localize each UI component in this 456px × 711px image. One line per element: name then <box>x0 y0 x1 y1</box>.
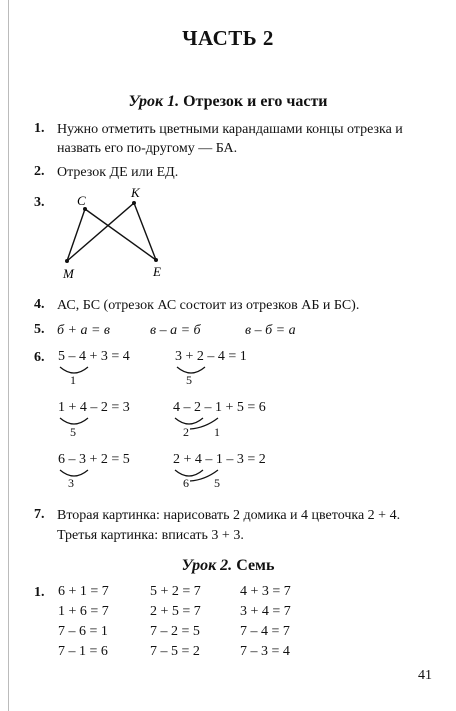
col2-row2: 2 + 5 = 7 <box>150 604 201 619</box>
item-2-number: 2. <box>34 164 45 179</box>
ex6-b-brace <box>175 365 215 379</box>
ex6-e-expr: 6 – 3 + 2 = 5 <box>58 452 130 467</box>
segment-ce <box>85 209 156 260</box>
ex6-f-sub-2: 5 <box>214 476 220 490</box>
ex6-a-brace <box>58 365 98 379</box>
lesson-2-title-text: Семь <box>232 557 275 574</box>
label-k: K <box>131 185 140 200</box>
col2-row3: 7 – 2 = 5 <box>150 624 200 639</box>
item-3-number: 3. <box>34 195 45 210</box>
segments-diagram <box>55 185 175 285</box>
lesson-1-title-number: Урок 1. <box>128 93 180 110</box>
item-7-number: 7. <box>34 507 45 522</box>
col1-row4: 7 – 1 = 6 <box>58 644 108 659</box>
lesson-2-item-1-number: 1. <box>34 585 45 600</box>
label-m: M <box>63 266 74 281</box>
ex6-c-brace <box>58 416 98 430</box>
point-m <box>65 259 69 263</box>
ex6-a-sub: 1 <box>70 373 76 387</box>
item-5-eq-1: б + а = в <box>57 323 111 338</box>
item-5-eq-2: в – а = б <box>150 323 201 338</box>
ex6-e-brace <box>58 468 98 482</box>
ex6-c-expr: 1 + 4 – 2 = 3 <box>58 400 130 415</box>
ex6-b-sub: 5 <box>186 373 192 387</box>
item-5-number: 5. <box>34 322 45 337</box>
item-7-line-2: Третья картинка: вписать 3 + 3. <box>57 528 244 543</box>
item-2-text: Отрезок ДЕ или ЕД. <box>57 165 179 180</box>
item-1-line-2: назвать его по-другому — БА. <box>57 141 238 156</box>
lesson-1-title <box>0 93 456 111</box>
col1-row3: 7 – 6 = 1 <box>58 624 108 639</box>
ex6-e-sub: 3 <box>68 476 74 490</box>
item-5-eq-3: в – б = а <box>245 323 296 338</box>
ex6-f-expr: 2 + 4 – 1 – 3 = 2 <box>173 452 266 467</box>
part-title: ЧАСТЬ 2 <box>182 26 274 50</box>
ex6-d-sub-1: 2 <box>183 425 189 439</box>
label-c: C <box>77 193 86 208</box>
label-e: E <box>153 264 161 279</box>
ex6-d-sub-2: 1 <box>214 425 220 439</box>
col2-row1: 5 + 2 = 7 <box>150 584 201 599</box>
point-k <box>132 201 136 205</box>
col3-row1: 4 + 3 = 7 <box>240 584 291 599</box>
col1-row2: 1 + 6 = 7 <box>58 604 109 619</box>
col3-row2: 3 + 4 = 7 <box>240 604 291 619</box>
ex6-c-sub: 5 <box>70 425 76 439</box>
item-4-text: АС, БС (отрезок АС состоит из отрезков АБ и БС). <box>57 298 360 313</box>
lesson-2-title-number: Урок 2. <box>181 557 233 574</box>
item-4-number: 4. <box>34 297 45 312</box>
col2-row4: 7 – 5 = 2 <box>150 644 200 659</box>
lesson-2-title <box>0 557 456 575</box>
page-number: 41 <box>418 668 432 683</box>
ex6-f-sub-1: 6 <box>183 476 189 490</box>
col3-row4: 7 – 3 = 4 <box>240 644 290 659</box>
item-1-number: 1. <box>34 121 45 136</box>
item-6-number: 6. <box>34 350 45 365</box>
point-e <box>154 258 158 262</box>
ex6-f-braces <box>173 468 233 484</box>
col3-row3: 7 – 4 = 7 <box>240 624 290 639</box>
item-7-line-1: Вторая картинка: нарисовать 2 домика и 4 цветочка 2 + 4. <box>57 508 401 523</box>
ex6-a-expr: 5 – 4 + 3 = 4 <box>58 349 130 364</box>
ex6-b-expr: 3 + 2 – 4 = 1 <box>175 349 247 364</box>
col1-row1: 6 + 1 = 7 <box>58 584 109 599</box>
ex6-d-braces <box>173 416 233 432</box>
lesson-1-title-text: Отрезок и его части <box>179 93 328 110</box>
item-1-line-1: Нужно отметить цветными карандашами концы отрезка и <box>57 122 403 137</box>
ex6-d-expr: 4 – 2 – 1 + 5 = 6 <box>173 400 266 415</box>
